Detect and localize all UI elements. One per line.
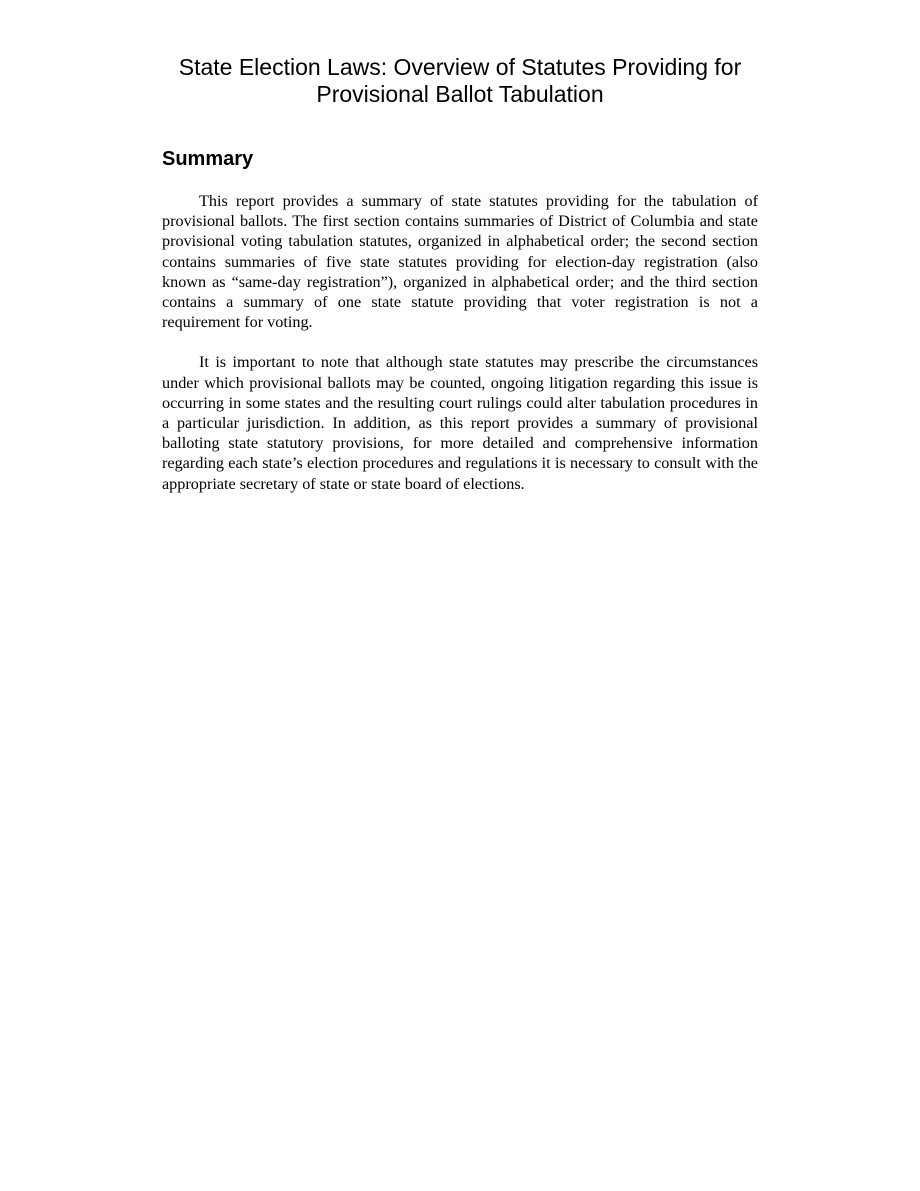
summary-paragraph-2: It is important to note that although state statutes may prescribe the circumstances under which provisional ballots may be counted, ongoing litigation regarding this issue is occurring in some states and the resulting court rulings could alter tabulation procedures in a particular jurisdiction. In addition, as this report provides a summary of provisional balloting state statutory provisions, for more detailed and comprehensive information regarding each state’s election procedures and regulations it is necessary to consult with the appropriate secretary of state or state board of elections. (162, 353, 758, 493)
document-title (162, 54, 758, 108)
title-line-2: Provisional Ballot Tabulation (316, 81, 604, 107)
document-body (162, 54, 758, 494)
summary-heading: Summary (162, 148, 254, 170)
summary-paragraph-1: This report provides a summary of state statutes providing for the tabulation of provisional ballots. The first section contains summaries of District of Columbia and state provisional voting tabulation statutes, organized in alphabetical order; the second section contains summaries of five state statutes providing for election-day registration (also known as “same-day registration”), organized in alphabetical order; and the third section contains a summary of one state statute providing that voter registration is not a requirement for voting. (162, 192, 758, 332)
title-line-1: State Election Laws: Overview of Statutes Providing for (178, 54, 742, 80)
